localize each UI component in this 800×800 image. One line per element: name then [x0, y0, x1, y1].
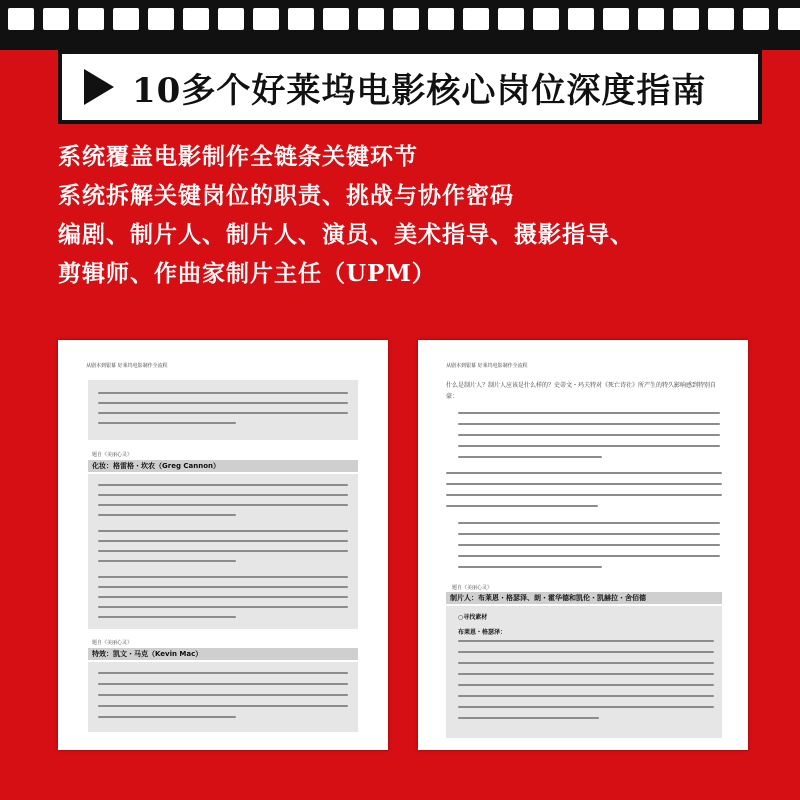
- body-text-line: [98, 694, 348, 696]
- body-text-line: [458, 673, 714, 675]
- body-text-line: [98, 514, 236, 516]
- body-text-line: [458, 717, 599, 719]
- film-sprocket-hole: [673, 8, 699, 30]
- body-text-line: [446, 505, 598, 507]
- intro-paragraph: 什么是制片人？制片人应该是什么样的？史蒂文・玛夫特对《死亡诗社》所产生的特久影响感到特别自豪：: [446, 382, 717, 400]
- body-text-line: [98, 530, 348, 532]
- feature-line-3: 编剧、制片人、制片人、演员、美术指导、摄影指导、: [58, 221, 634, 248]
- body-text-line: [458, 445, 720, 447]
- banner-title: 10多个好莱坞电影核心岗位深度指南: [132, 70, 707, 111]
- body-text-line: [458, 640, 714, 642]
- feature-line-2: 系统拆解关键岗位的职责、挑战与协作密码: [58, 182, 514, 209]
- film-sprocket-hole: [43, 8, 69, 30]
- book-page-left: [58, 340, 388, 750]
- film-sprocket-hole: [358, 8, 384, 30]
- body-text-line: [98, 560, 236, 562]
- person-name-bar: 特效：凯文・马克（Kevin Mac）: [88, 648, 358, 660]
- body-text-line: [98, 412, 348, 414]
- quote-label: 题自《美丽心灵》: [452, 585, 493, 591]
- section-subheading: ○寻找素材: [458, 614, 488, 621]
- film-sprocket-hole: [638, 8, 664, 30]
- body-text-line: [458, 684, 714, 686]
- film-sprocket-hole: [778, 8, 800, 30]
- body-text-line: [98, 683, 348, 685]
- body-text-line: [98, 596, 348, 598]
- body-text-line: [458, 544, 720, 546]
- body-text-line: [458, 555, 720, 557]
- film-sprocket-hole: [428, 8, 454, 30]
- film-sprocket-hole: [743, 8, 769, 30]
- body-text-line: [98, 606, 348, 608]
- body-text-line: [458, 423, 720, 425]
- body-text-line: [458, 566, 602, 568]
- person-name-bar: 化妆：格雷格・坎农（Greg Cannon）: [88, 460, 358, 472]
- body-text-line: [458, 662, 714, 664]
- film-sprocket-hole: [183, 8, 209, 30]
- body-text-line: [458, 434, 720, 436]
- body-text-line: [98, 504, 348, 506]
- body-text-line: [98, 672, 348, 674]
- film-sprocket-hole: [533, 8, 559, 30]
- feature-line-4: 剪辑师、作曲家制片主任（UPM）: [58, 260, 436, 287]
- body-text-line: [98, 494, 348, 496]
- quote-label: 题自《美丽心灵》: [92, 640, 133, 646]
- body-text-line: [98, 540, 348, 542]
- feature-list: [58, 137, 758, 293]
- film-sprocket-hole: [498, 8, 524, 30]
- title-banner: [58, 50, 762, 124]
- book-page-right: [418, 340, 748, 750]
- body-text-line: [458, 706, 714, 708]
- body-text-line: [98, 422, 236, 424]
- play-triangle-icon: [84, 69, 114, 105]
- film-sprocket-hole: [323, 8, 349, 30]
- film-sprocket-hole: [148, 8, 174, 30]
- person-name-bar: 制片人：布莱恩・格瑟泽、朗・霍华德和凯伦・凯赫拉・舍佰德: [446, 592, 722, 604]
- body-text-line: [98, 402, 348, 404]
- body-text-line: [458, 412, 720, 414]
- film-sprocket-hole: [288, 8, 314, 30]
- body-text-line: [458, 651, 714, 653]
- film-sprocket-hole: [708, 8, 734, 30]
- body-text-line: [98, 576, 348, 578]
- feature-line-1: 系统覆盖电影制作全链条关键环节: [58, 143, 418, 170]
- page-header: 从剧本到银幕 好莱坞电影制作全流程: [446, 363, 528, 369]
- page-header: 从剧本到银幕 好莱坞电影制作全流程: [86, 363, 168, 369]
- body-text-line: [446, 472, 722, 474]
- speaker-name: 布莱恩・格瑟泽：: [458, 629, 507, 636]
- film-sprocket-hole: [218, 8, 244, 30]
- film-strip: [0, 0, 800, 50]
- body-text-line: [98, 616, 236, 618]
- film-sprocket-hole: [8, 8, 34, 30]
- film-sprocket-hole: [568, 8, 594, 30]
- body-text-line: [446, 483, 722, 485]
- body-text-line: [98, 716, 236, 718]
- body-text-line: [98, 705, 348, 707]
- body-text-line: [98, 392, 348, 394]
- film-sprocket-hole: [113, 8, 139, 30]
- body-text-line: [458, 456, 602, 458]
- film-sprocket-hole: [253, 8, 279, 30]
- film-sprocket-hole: [78, 8, 104, 30]
- intro-gray-box: [88, 380, 358, 440]
- film-sprocket-hole: [603, 8, 629, 30]
- body-text-line: [446, 494, 722, 496]
- film-sprocket-hole: [463, 8, 489, 30]
- body-text-line: [458, 533, 720, 535]
- film-sprocket-hole: [393, 8, 419, 30]
- body-text-line: [98, 586, 348, 588]
- body-text-line: [458, 522, 720, 524]
- body-text-line: [98, 484, 348, 486]
- body-text-line: [98, 550, 348, 552]
- body-text-line: [458, 695, 714, 697]
- quote-label: 题自《美丽心灵》: [92, 452, 133, 458]
